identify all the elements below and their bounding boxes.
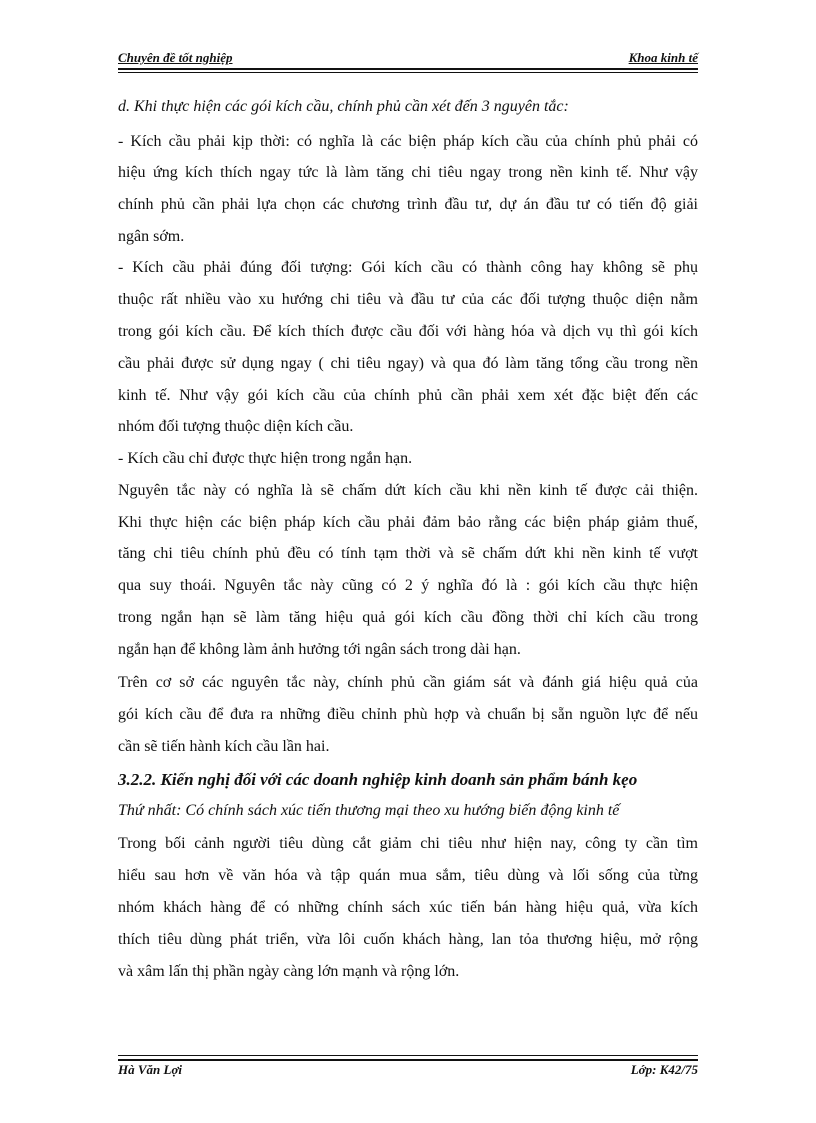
text-line: hiệu ứng kích thích ngay tức là làm tăng chi tiêu ngay trong nền kinh tế. Như vậy xyxy=(118,164,698,181)
text-line: Trên cơ sở các nguyên tắc này, chính phủ cần giám sát và đánh giá hiệu quả của xyxy=(118,674,698,691)
text-line: Trong bối cảnh người tiêu dùng cắt giảm chi tiêu như hiện nay, công ty cần tìm xyxy=(118,835,698,852)
footer-class: Lớp: K42/75 xyxy=(630,1062,698,1077)
text-line: ngắn hạn để không làm ảnh hưởng tới ngân sách trong dài hạn. xyxy=(118,641,521,658)
footer-author: Hà Văn Lợi xyxy=(118,1062,183,1077)
text-line: Khi thực hiện các biện pháp kích cầu phải đảm bảo rằng các biện pháp giảm thuế, xyxy=(118,514,698,531)
section-heading: 3.2.2. Kiến nghị đối với các doanh nghiệp kinh doanh sản phẩm bánh kẹo xyxy=(118,770,638,789)
text-line: - Kích cầu phải đúng đối tượng: Gói kích cầu có thành công hay không sẽ phụ xyxy=(118,259,698,276)
header-faculty: Khoa kinh tế xyxy=(628,50,698,65)
text-line: kinh tế. Như vậy gói kích cầu của chính phủ cần phải xem xét đặc biệt đến các xyxy=(118,387,698,404)
text-line: cầu phải được sử dụng ngay ( chi tiêu ngay) và qua đó làm tăng tổng cầu trong nền xyxy=(118,355,698,372)
text-line: chính phủ cần phải lựa chọn các chương trình đầu tư, dự án đầu tư có tiến độ giải xyxy=(118,196,698,213)
text-line: thuộc rất nhiều vào xu hướng chi tiêu và đầu tư của các đối tượng thuộc diện nằm xyxy=(118,291,698,308)
principles-heading: d. Khi thực hiện các gói kích cầu, chính phủ cần xét đến 3 nguyên tắc: xyxy=(118,98,569,115)
footer-rule-thin xyxy=(118,1055,698,1056)
header-rule-thin xyxy=(118,72,698,73)
text-line: nhóm đối tượng thuộc diện kích cầu. xyxy=(118,418,354,435)
text-line: và xâm lấn thị phần ngày càng lớn mạnh và rộng lớn. xyxy=(118,963,460,980)
text-line: - Kích cầu chỉ được thực hiện trong ngắn hạn. xyxy=(118,450,413,467)
text-line: nhóm khách hàng để có những chính sách xúc tiến bán hàng hiệu quả, vừa kích xyxy=(118,899,698,916)
text-line: trong ngắn hạn sẽ làm tăng hiệu quả gói kích cầu đồng thời chỉ kích cầu trong xyxy=(118,609,698,626)
page-footer xyxy=(118,1062,698,1080)
text-line: trong gói kích cầu. Để kích thích được cầu đối với hàng hóa và dịch vụ thì gói kích xyxy=(118,323,698,340)
text-line: Nguyên tắc này có nghĩa là sẽ chấm dứt kích cầu khi nền kinh tế được cải thiện. xyxy=(118,482,698,499)
page-header xyxy=(118,50,698,68)
text-line: thích tiêu dùng phát triển, vừa lôi cuốn khách hàng, lan tỏa thương hiệu, mở rộng xyxy=(118,931,698,948)
header-document-type: Chuyên đề tốt nghiệp xyxy=(118,50,233,65)
text-line: tăng chi tiêu chính phủ đều có tính tạm thời và sẽ chấm dứt khi nền kinh tế vượt xyxy=(118,545,698,562)
text-line: - Kích cầu phải kịp thời: có nghĩa là các biện pháp kích cầu của chính phủ phải có xyxy=(118,133,698,150)
text-line: qua suy thoái. Nguyên tắc này cũng có 2 ý nghĩa đó là : gói kích cầu thực hiện xyxy=(118,577,698,594)
subsection-heading: Thứ nhất: Có chính sách xúc tiến thương mại theo xu hướng biến động kinh tế xyxy=(118,802,620,819)
text-line: gói kích cầu để đưa ra những điều chỉnh phù hợp và chuẩn bị sẵn nguồn lực để nếu xyxy=(118,706,698,723)
text-line: cần sẽ tiến hành kích cầu lần hai. xyxy=(118,738,330,755)
footer-rule xyxy=(118,1059,698,1061)
header-rule xyxy=(118,68,698,70)
text-line: ngân sớm. xyxy=(118,228,185,245)
text-line: hiểu sau hơn về văn hóa và tập quán mua sắm, tiêu dùng và lối sống của từng xyxy=(118,867,698,884)
